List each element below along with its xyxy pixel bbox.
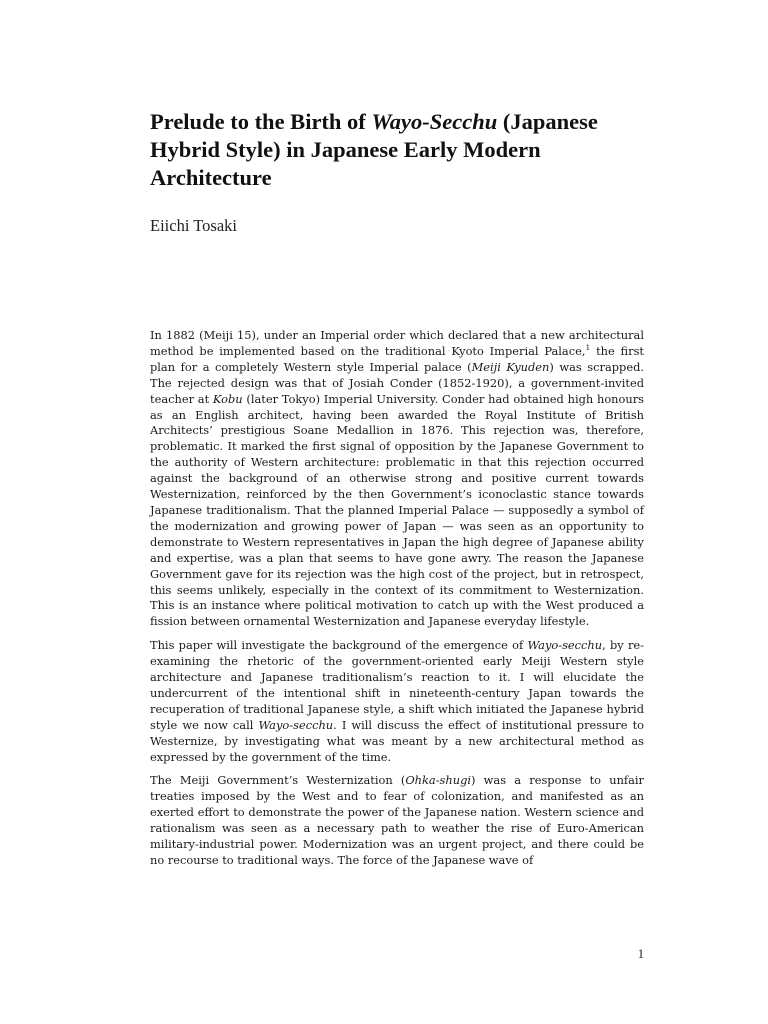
paper-title xyxy=(150,108,620,192)
paragraph-text: This paper will investigate the background of the emergence of xyxy=(150,638,528,653)
paragraph-2 xyxy=(150,638,644,765)
author-name: Eiichi Tosaki xyxy=(150,216,237,235)
paragraph-text: (later Tokyo) Imperial University. Conder had obtained high honours as an English architect, having been awarded the Royal Institute of British Architects’ prestigious Soane Medallion in 1876. This rejection was, therefore, problematic. It marked the first signal of opposition by the Japanese Government to the authority of Western architecture: problematic in that this rejection occurred against the background of an otherwise strong and positive current towards Westernization, reinforced by the then Government’s iconoclastic stance towards Japanese traditionalism. That the planned Imperial Palace — supposedly a symbol of the modernization and growing power of Japan — was seen as an opportunity to demonstrate to Western representatives in Japan the high degree of Japanese ability and expertise, was a plan that seems to have gone awry. The reason the Japanese Government gave for its rejection was the high cost of the project, but in retrospect, this seems unlikely, especially in the context of its commitment to Westernization. This is an instance where political motivation to catch up with the West produced a fission between ornamental Westernization and Japanese everyday lifestyle. xyxy=(150,391,644,629)
title-italic-term: Wayo-Secchu xyxy=(371,109,498,134)
title-part-3: (Japanese Hybrid Style) in Japanese Early Modern Architecture xyxy=(150,109,598,190)
paper-body xyxy=(150,328,644,877)
paragraph-text: , by re-examining the rhetoric of the government-oriented early Meiji Western style architecture and Japanese traditionalism’s reaction to it. I will elucidate the undercurrent of the intentional shift in nineteenth-century Japan towards the recuperation of traditional Japanese style, a shift which initiated the Japanese hybrid style we now call xyxy=(150,638,645,732)
paragraph-1 xyxy=(150,328,644,630)
paragraph-text: In 1882 (Meiji 15), under an Imperial order which declared that a new architectural method be implemented based on the traditional Kyoto Imperial Palace, xyxy=(150,328,644,358)
italic-term: Meiji Kyuden xyxy=(471,359,550,374)
title-part-1: Prelude to the Birth of xyxy=(150,109,372,134)
paragraph-3 xyxy=(150,773,644,868)
paragraph-text: . I will discuss the effect of institutional pressure to Westernize, by investigating what was meant by a new architectural method as expressed by the government of the time. xyxy=(150,717,644,764)
italic-term: Kobu xyxy=(212,391,243,406)
footnote-marker[interactable]: 1 xyxy=(585,343,591,353)
italic-term: Ohka-shugi xyxy=(405,773,472,788)
paragraph-text: The Meiji Government’s Westernization ( xyxy=(150,773,406,788)
italic-term: Wayo-secchu xyxy=(527,638,603,653)
page-number: 1 xyxy=(637,947,644,961)
paragraph-text: ) was scrapped. The rejected design was that of Josiah Conder (1852-1920), a government-invited teacher at xyxy=(150,359,644,406)
paragraph-text: the first plan for a completely Western style Imperial palace ( xyxy=(150,343,644,374)
paragraph-text: ) was a response to unfair treaties imposed by the West and to fear of colonization, and manifested as an exerted effort to demonstrate the power of the Japanese nation. Western science and rationalism was seen as a necessary path to weather the rise of Euro-American military-industrial power. Modernization was an urgent project, and there could be no recourse to traditional ways. The force of the Japanese wave of xyxy=(150,773,644,867)
italic-term: Wayo-secchu xyxy=(258,717,334,732)
